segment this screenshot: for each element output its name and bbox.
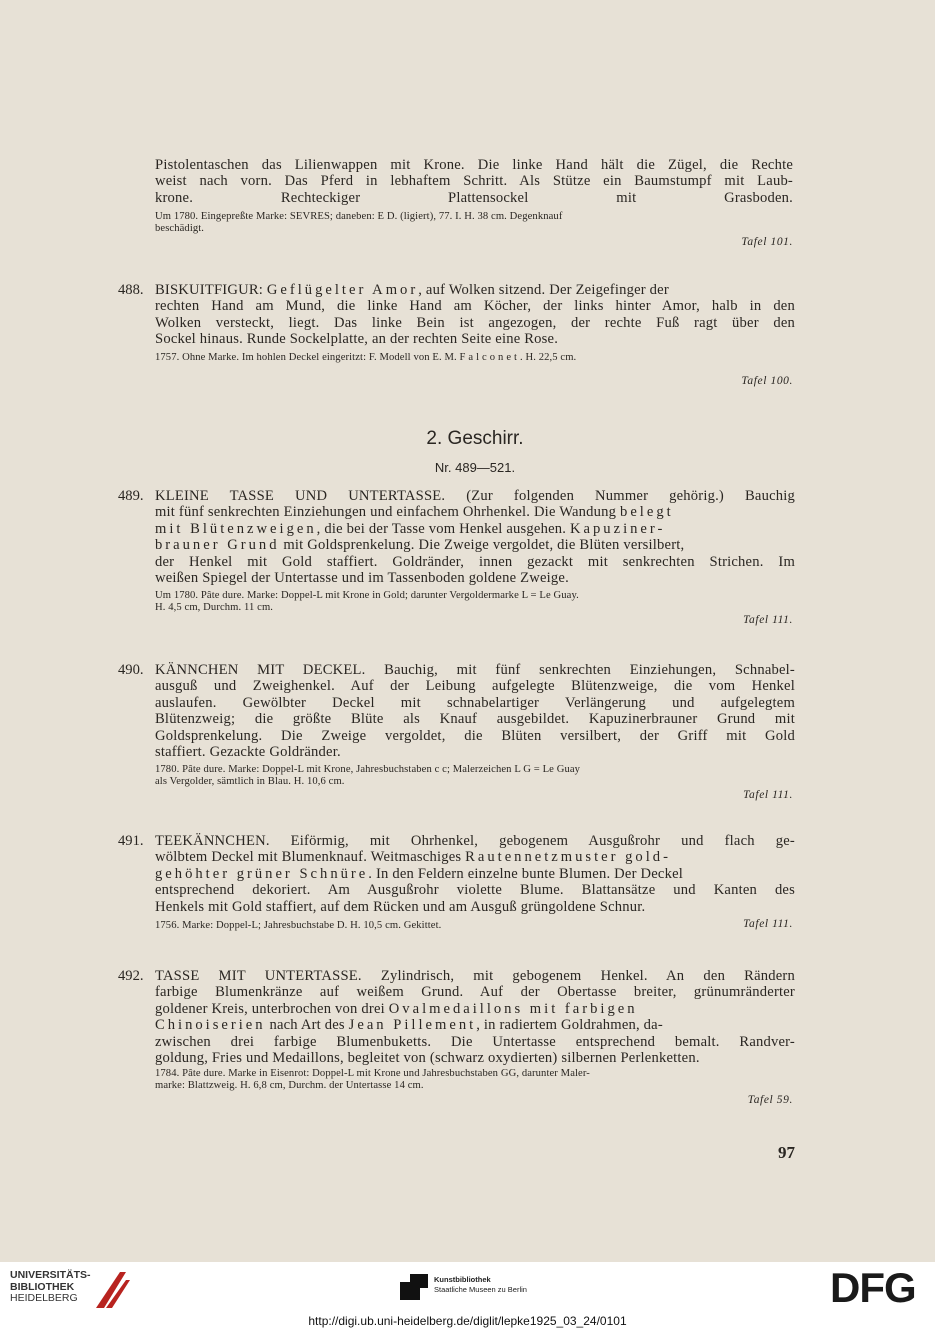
entry-492 <box>155 968 795 1066</box>
intro-paragraph <box>155 157 793 206</box>
text-fragment: , die bei der Tasse vom Henkel ausgehen. <box>316 520 567 537</box>
tafel-reference: Tafel 111. <box>743 789 793 801</box>
text-line: Blütenzweig; die größte Blüte als Knauf ausgebildet. Kapuzinerbrauner Grund mit <box>155 711 795 728</box>
note-line: Um 1780. Eingepreßte Marke: SEVRES; daneben: E D. (ligiert), 77. I. H. 38 cm. Degenknauf <box>155 211 563 222</box>
text-line: Sockel hinaus. Runde Sockelplatte, an der rechten Seite eine Rose. <box>155 331 559 348</box>
entry-489 <box>155 488 795 586</box>
entry-note <box>155 1068 795 1091</box>
entry-number: 492. <box>118 968 144 984</box>
text-line <box>155 521 795 537</box>
text-line: goldung, Fries und Medaillons, begleitet von (schwarz oxydierten) silbernen Perlenketten. <box>155 1050 700 1067</box>
text-line <box>155 1017 795 1033</box>
text-line: auslaufen. Gewölbter Deckel mit schnabelartiger Verlängerung und aufgelegtem <box>155 694 795 711</box>
spaced-emphasis: brauner Grund <box>155 537 280 554</box>
text-line: staffiert. Gezackte Goldränder. <box>155 744 341 761</box>
spaced-emphasis: Jean Pillement <box>348 1017 477 1034</box>
entry-note <box>155 764 795 787</box>
text-line: Wolken versteckt, liegt. Das linke Bein ist angezogen, der rechte Fuß ragt über den <box>155 314 795 331</box>
tafel-reference: Tafel 100. <box>741 375 793 387</box>
kunstbibliothek-name <box>434 1275 527 1295</box>
text-line: TEEKÄNNCHEN. Eiförmig, mit Ohrhenkel, gebogenem Ausgußrohr und flach ge- <box>155 833 795 849</box>
entry-number: 491. <box>118 833 144 849</box>
text-line: weißen Spiegel der Untertasse und im Tassenboden goldene Zweige. <box>155 570 569 587</box>
kunstbibliothek-logo-icon <box>400 1274 428 1300</box>
text-line: entsprechend dekoriert. Am Ausgußrohr violette Blume. Blattansätze und Kanten des <box>155 882 795 899</box>
digitization-footer <box>0 1262 935 1330</box>
dfg-logo: DFG <box>830 1264 916 1311</box>
text-line: zwischen drei farbige Blumenbuketts. Die Untertasse entsprechend bemalt. Randver- <box>155 1033 795 1050</box>
entry-number: 488. <box>118 282 144 298</box>
text-line <box>155 866 795 882</box>
text-line: Henkels mit Gold staffiert, auf dem Rücken und am Ausguß grüngoldene Schnur. <box>155 898 646 915</box>
heidelberg-logo-icon <box>92 1268 132 1312</box>
kunst-line: Kunstbibliothek <box>434 1275 491 1284</box>
text-line: ausguß und Zweighenkel. Auf der Leibung aufgelegte Blütenzweige, die vom Henkel <box>155 678 795 695</box>
text-line: Goldsprenkelung. Die Zweige vergoldet, die Blüten versilbert, der Griff mit Gold <box>155 727 795 744</box>
note-line: 1780. Pâte dure. Marke: Doppel-L mit Krone, Jahresbuchstaben c c; Malerzeichen L G = Le Guay <box>155 764 581 775</box>
library-line: UNIVERSITÄTS- <box>10 1269 91 1281</box>
text-line: Pistolentaschen das Lilienwappen mit Krone. Die linke Hand hält die Zügel, die Rechte <box>155 157 793 173</box>
spaced-emphasis: Kapuziner- <box>569 520 666 537</box>
entry-491 <box>155 833 795 915</box>
tafel-reference: Tafel 111. <box>743 614 793 626</box>
text-fragment: mit Goldsprenkelung. Die Zweige vergoldet, die Blüten versilbert, <box>279 537 685 554</box>
text-fragment: , in radiertem Goldrahmen, da- <box>476 1017 663 1034</box>
entry-note: 1756. Marke: Doppel-L; Jahresbuchstabe D. H. 10,5 cm. Gekittet. <box>155 920 442 931</box>
text-fragment: , auf Wolken sitzend. Der Zeigefinger der <box>418 282 669 298</box>
text-line <box>155 282 795 298</box>
entry-title: BISKUITFIGUR: <box>155 282 264 298</box>
entry-number: 489. <box>118 488 144 504</box>
note-fragment: 1757. Ohne Marke. Im hohlen Deckel eingeritzt: F. Modell von E. M. <box>155 352 457 363</box>
tafel-reference: Tafel 59. <box>747 1094 793 1106</box>
spaced-emphasis: Ovalmedaillons mit farbigen <box>388 1000 638 1017</box>
intro-note <box>155 211 795 234</box>
text-fragment: mit fünf senkrechten Einziehungen und einfachem Ohrhenkel. Die Wandung <box>155 504 617 521</box>
text-line <box>155 1001 795 1017</box>
text-line: der Henkel mit Gold staffiert. Goldränder, innen gezackt mit senkrechten Strichen. Im <box>155 553 795 570</box>
text-line: rechten Hand am Mund, die linke Hand am Köcher, der links hinter Amor, halb in den <box>155 298 795 315</box>
text-line <box>155 504 795 520</box>
spaced-emphasis: gehöhter grüner Schnüre <box>155 865 369 882</box>
spaced-emphasis: Chinoiserien <box>155 1017 266 1034</box>
text-fragment: nach Art des <box>265 1017 345 1034</box>
entry-number: 490. <box>118 662 144 678</box>
tafel-reference: Tafel 101. <box>741 236 793 248</box>
entry-note <box>155 590 795 613</box>
library-line: HEIDELBERG <box>10 1292 78 1304</box>
note-fragment: . H. 22,5 cm. <box>519 352 577 363</box>
text-line: weist nach vorn. Das Pferd in lebhaftem Schritt. Als Stütze ein Baumstumpf mit Laub- <box>155 173 793 190</box>
library-line: BIBLIOTHEK <box>10 1280 75 1293</box>
entry-490 <box>155 662 795 760</box>
text-line: farbige Blumenkränze auf weißem Grund. Auf der Obertasse breiter, grünumränderter <box>155 984 795 1001</box>
text-line: KÄNNCHEN MIT DECKEL. Bauchig, mit fünf senkrechten Einziehungen, Schnabel- <box>155 662 795 678</box>
kunst-line: Staatliche Museen zu Berlin <box>434 1285 527 1294</box>
spaced-emphasis: Geflügelter Amor <box>266 282 419 298</box>
text-line: TASSE MIT UNTERTASSE. Zylindrisch, mit gebogenem Henkel. An den Rändern <box>155 968 795 984</box>
page-number: 97 <box>778 1143 795 1162</box>
text-line: KLEINE TASSE UND UNTERTASSE. (Zur folgenden Nummer gehörig.) Bauchig <box>155 488 795 504</box>
text-line <box>155 537 795 553</box>
entry-note <box>155 352 795 364</box>
spaced-emphasis: belegt <box>620 504 674 521</box>
spaced-emphasis: Rautennetzmuster gold- <box>465 849 671 866</box>
entry-488 <box>155 282 795 348</box>
section-title: 2. Geschirr. <box>426 428 524 449</box>
tafel-reference: Tafel 111. <box>743 918 793 930</box>
note-line: 1784. Pâte dure. Marke in Eisenrot: Doppel-L mit Krone und Jahresbuchstaben GG, darunter Maler- <box>155 1068 590 1079</box>
text-line <box>155 849 795 865</box>
note-line: beschädigt. <box>155 222 205 234</box>
heidelberg-library-name <box>10 1270 91 1305</box>
note-line: Um 1780. Pâte dure. Marke: Doppel-L mit Krone in Gold; darunter Vergoldermarke L = Le Guay. <box>155 590 579 601</box>
text-fragment: . In den Feldern einzelne bunte Blumen. Der Deckel <box>368 865 684 882</box>
section-range: Nr. 489—521. <box>434 460 516 475</box>
text-fragment: wölbtem Deckel mit Blumenknauf. Weitmaschiges <box>155 849 462 866</box>
text-fragment: goldener Kreis, unterbrochen von drei <box>155 1000 385 1017</box>
spaced-emphasis: Falconet <box>459 352 520 363</box>
permalink-url[interactable]: http://digi.ub.uni-heidelberg.de/diglit/lepke1925_03_24/0101 <box>308 1314 627 1328</box>
note-line: H. 4,5 cm, Durchm. 11 cm. <box>155 601 274 613</box>
note-line: marke: Blattzweig. H. 6,8 cm, Durchm. der Untertasse 14 cm. <box>155 1079 424 1091</box>
spaced-emphasis: mit Blütenzweigen <box>155 520 317 537</box>
text-line: krone. Rechteckiger Plattensockel mit Grasboden. <box>155 189 793 206</box>
note-line: als Vergolder, sämtlich in Blau. H. 10,6 cm. <box>155 775 345 787</box>
